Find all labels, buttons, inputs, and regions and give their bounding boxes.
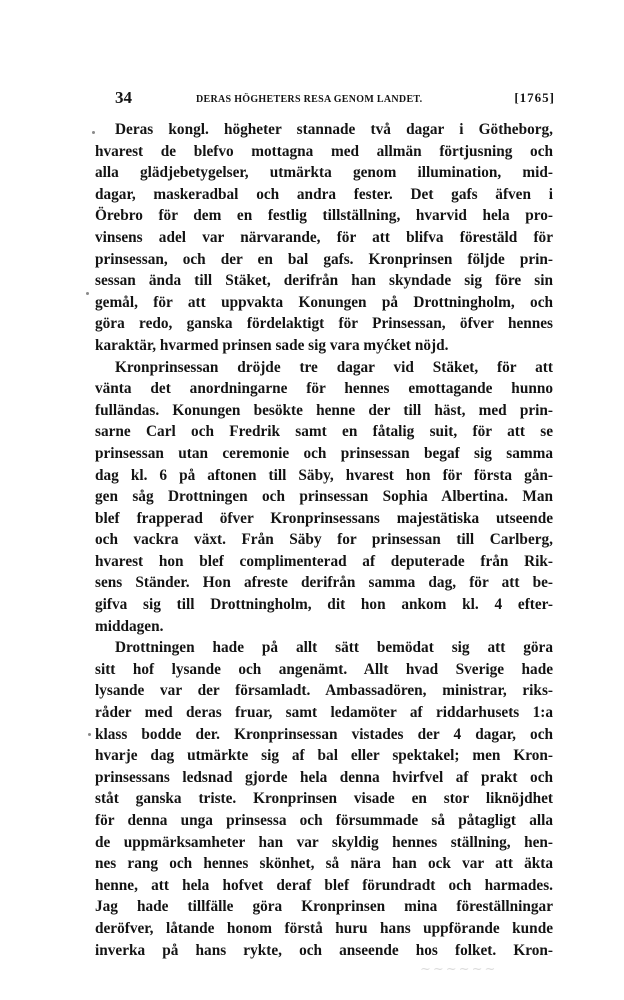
text-line: sens Ständer. Hon afreste derifrån samma dag, för att be- xyxy=(95,574,553,592)
text-line: Jag hade tillfälle göra Kronprinsen mina föreställningar xyxy=(95,898,553,916)
text-line: gemål, för att uppvakta Konungen på Drottningholm, och xyxy=(95,293,553,311)
text-line: vänta det anordningarne för hennes emottagande hunno xyxy=(95,380,553,398)
running-head: DERAS HÖGHETERS RESA GENOM LANDET. xyxy=(196,94,423,105)
page-header xyxy=(115,88,555,110)
text-line: Deras kongl. högheter stannade två dagar i Götheborg, xyxy=(115,121,553,138)
margin-mark xyxy=(88,733,91,736)
text-line: sarne Carl och Fredrik samt en fåtalig suit, för att se xyxy=(95,423,553,441)
paragraph xyxy=(95,119,553,357)
text-line: gen såg Drottningen och prinsessan Sophia Albertina. Man xyxy=(95,488,553,506)
text-line: klass bodde der. Kronprinsessan vistades der 4 dagar, och xyxy=(95,725,553,743)
text-line: dag kl. 6 på aftonen till Säby, hvarest hon för första gån- xyxy=(95,466,553,484)
text-line: för denna unga prinsessa och försummade så påtagligt alla xyxy=(95,812,553,829)
text-line: prinsessan utan ceremonie och prinsessan begaf sig samma xyxy=(95,444,553,462)
text-line: middagen. xyxy=(95,617,164,635)
year-mark: [1765] xyxy=(514,90,555,105)
text-line: karaktär, hvarmed prinsen sade sig vara myćket nöjd. xyxy=(95,336,449,354)
text-line: dagar, maskeradbal och andra fester. Det gafs äfven i xyxy=(95,185,553,203)
text-line: alla glädjebetygelser, utmärkta genom illumination, mid- xyxy=(95,164,553,182)
text-line: råder med deras fruar, samt ledamöter af riddarhusets 1:a xyxy=(95,704,553,722)
text-line: henne, att hela hofvet deraf blef förundradt och harmades. xyxy=(95,876,553,894)
text-line: hvarest hon blef complimenterad af deputerade från Rik- xyxy=(95,552,553,570)
text-line: lysande var der församladt. Ambassadören, ministrar, riks- xyxy=(95,682,553,700)
text-line: gifva sig till Drottningholm, dit hon ankom kl. 4 efter- xyxy=(95,596,553,614)
text-line: prinsessans ledsnad gjorde hela denna hvirfvel af prakt och xyxy=(95,768,553,786)
paragraph xyxy=(95,357,553,638)
text-line: nes rang och hennes skönhet, så nära han ock var att äkta xyxy=(95,855,553,873)
faint-library-stamp: ~~~~~~ xyxy=(420,962,498,977)
text-line: Örebro för dem en festlig tillställning, hvarvid hela pro- xyxy=(95,207,553,225)
text-line: de uppmärksamheter han var skyldig hennes ställning, hen- xyxy=(95,833,553,851)
text-line: inverka på hans rykte, och anseende hos folket. Kron- xyxy=(95,941,553,959)
text-line: ståt ganska triste. Kronprinsen visade en stor liknöjdhet xyxy=(95,790,553,808)
text-line: fulländas. Konungen besökte henne der till häst, med prin- xyxy=(95,401,553,419)
text-line: göra redo, ganska fördelaktigt för Prinsessan, öfver hennes xyxy=(95,315,553,333)
text-line: prinsessan, och der en bal gafs. Kronprinsen följde prin- xyxy=(95,250,553,268)
text-line: sessan ända till Stäket, derifrån han skyndade sig före sin xyxy=(95,272,553,290)
body-text xyxy=(95,119,553,961)
page-number: 34 xyxy=(115,88,132,107)
paragraph xyxy=(95,637,553,961)
text-line: Kronprinsessan dröjde tre dagar vid Stäket, för att xyxy=(115,358,553,376)
text-line: sitt hof lysande och angenämt. Allt hvad Sverige hade xyxy=(95,660,553,678)
text-line: blef frapperad öfver Kronprinsessans majestätiska utseende xyxy=(95,509,553,527)
text-line: Drottningen hade på allt sätt bemödat sig att göra xyxy=(115,639,553,657)
text-line: hvarest de blefvo mottagna med allmän förtjusning och xyxy=(95,142,553,160)
margin-mark xyxy=(86,292,89,295)
text-line: vinsens adel var närvarande, för att blifva förestäld för xyxy=(95,228,553,246)
text-line: hvarje dag utmärkte sig af bal eller spektakel; men Kron- xyxy=(95,747,553,765)
text-line: deröfver, låtande honom förstå huru hans uppförande kunde xyxy=(95,919,553,937)
text-line: och vackra växt. Från Säby for prinsessan till Carlberg, xyxy=(95,531,553,549)
